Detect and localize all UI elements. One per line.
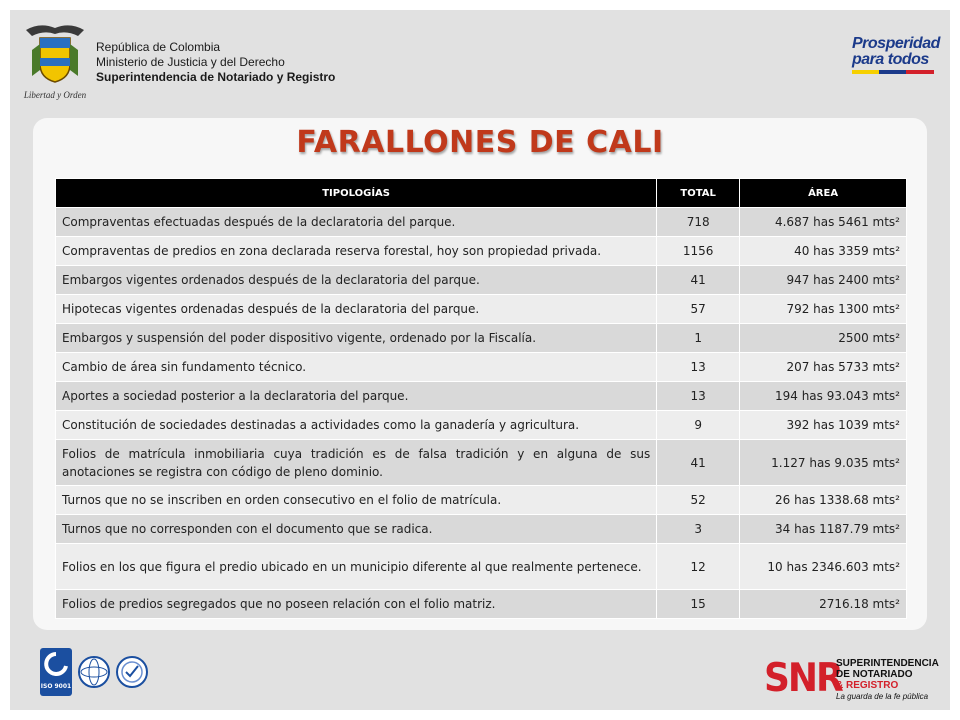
cell-total: 9 [657,411,740,440]
page-title: FARALLONES DE CALI [296,125,664,160]
cell-tipo: Embargos y suspensión del poder dispositivo vigente, ordenado por la Fiscalía. [56,324,657,353]
cell-area: 194 has 93.043 mts² [740,382,907,411]
table-row [56,295,907,324]
table-row [56,515,907,544]
cell-tipo: Compraventas de predios en zona declarada reserva forestal, hoy son propiedad privada. [56,237,657,266]
cell-tipo: Folios en los que figura el predio ubicado en un municipio diferente al que realmente pertenece. [56,544,657,590]
cell-tipo: Turnos que no corresponden con el documento que se radica. [56,515,657,544]
cell-area: 2500 mts² [740,324,907,353]
cell-tipo: Turnos que no se inscriben en orden consecutivo en el folio de matrícula. [56,486,657,515]
government-header [96,40,335,85]
cell-total: 13 [657,353,740,382]
header-total: TOTAL [657,179,740,208]
crest-caption: Libertad y Orden [23,90,87,100]
table-row [56,324,907,353]
cell-total: 12 [657,544,740,590]
cell-tipo: Aportes a sociedad posterior a la declaratoria del parque. [56,382,657,411]
cell-tipo: Folios de matrícula inmobiliaria cuya tradición es de falsa tradición y en alguna de sus anotaciones se registra con código de pleno dominio. [56,440,657,486]
cell-area: 392 has 1039 mts² [740,411,907,440]
cell-total: 41 [657,440,740,486]
table-row [56,440,907,486]
cell-total: 1 [657,324,740,353]
iqnet-logo-icon [79,657,109,687]
cell-total: 13 [657,382,740,411]
table-row [56,237,907,266]
cell-area: 207 has 5733 mts² [740,353,907,382]
snr-tagline: La guarda de la fe pública [836,692,929,701]
certification-logos [38,644,150,706]
flag-stripe [852,70,934,74]
logo-line-2: para todos [852,51,929,68]
snr-line-3: & REGISTRO [836,680,899,691]
cell-tipo: Hipotecas vigentes ordenadas después de la declaratoria del parque. [56,295,657,324]
header-tipologias: TIPOLOGÍAS [56,179,657,208]
table-row [56,544,907,590]
certification-seal-icon [117,657,147,687]
cell-area: 947 has 2400 mts² [740,266,907,295]
cell-total: 718 [657,208,740,237]
cert-label: ISO 9001 [40,683,72,690]
table-row [56,208,907,237]
header-line-2: Ministerio de Justicia y del Derecho [96,55,285,69]
cell-area: 2716.18 mts² [740,590,907,619]
cell-area: 40 has 3359 mts² [740,237,907,266]
snr-wordmark [836,658,939,702]
cell-area: 26 has 1338.68 mts² [740,486,907,515]
prosperidad-para-todos-logo [852,35,940,76]
cell-total: 15 [657,590,740,619]
cell-area: 34 has 1187.79 mts² [740,515,907,544]
cell-tipo: Cambio de área sin fundamento técnico. [56,353,657,382]
table-row [56,411,907,440]
table-row [56,382,907,411]
cell-area: 10 has 2346.603 mts² [740,544,907,590]
snr-letters: SNR [764,655,842,702]
snr-logo [764,655,939,704]
table-row [56,590,907,619]
table-row [56,266,907,295]
logo-line-1: Prosperidad [852,35,940,52]
header-area: ÁREA [740,179,907,208]
cell-area: 4.687 has 5461 mts² [740,208,907,237]
cell-tipo: Folios de predios segregados que no poseen relación con el folio matriz. [56,590,657,619]
cell-tipo: Constitución de sociedades destinadas a actividades como la ganadería y agricultura. [56,411,657,440]
table-row [56,353,907,382]
colombia-coat-of-arms-icon [22,20,88,104]
cell-tipo: Embargos vigentes ordenados después de la declaratoria del parque. [56,266,657,295]
table-row [56,486,907,515]
typologies-table [55,178,907,619]
snr-line-2: DE NOTARIADO [836,669,913,680]
cell-total: 57 [657,295,740,324]
table-header-row [56,179,907,208]
header-line-3: Superintendencia de Notariado y Registro [96,70,336,84]
cell-area: 792 has 1300 mts² [740,295,907,324]
cell-total: 41 [657,266,740,295]
icontec-logo-icon [40,648,72,696]
cell-total: 1156 [657,237,740,266]
snr-line-1: SUPERINTENDENCIA [836,658,939,669]
cell-area: 1.127 has 9.035 mts² [740,440,907,486]
cell-tipo: Compraventas efectuadas después de la declaratoria del parque. [56,208,657,237]
cell-total: 3 [657,515,740,544]
header-line-1: República de Colombia [96,40,221,54]
cell-total: 52 [657,486,740,515]
